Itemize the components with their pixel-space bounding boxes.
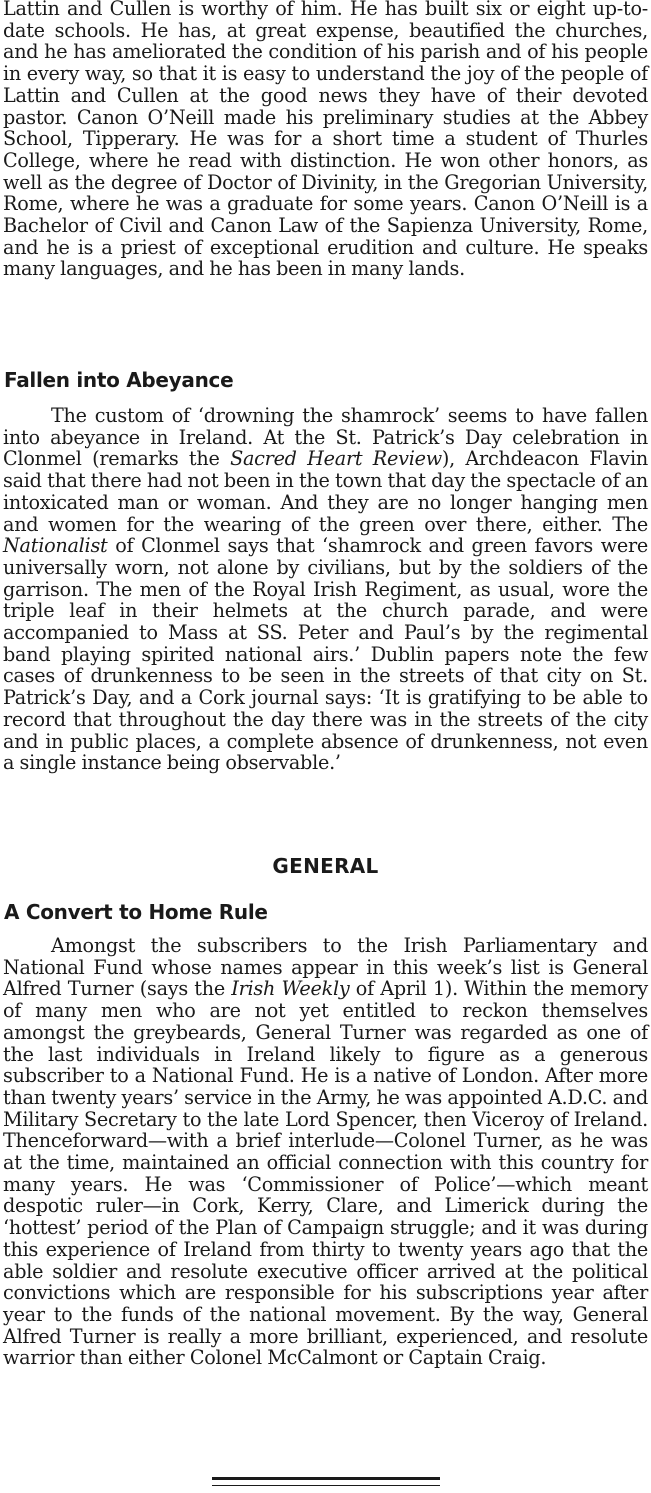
- irish-weekly-title: Irish Weekly: [231, 977, 350, 1001]
- abeyance-paragraph: The custom of ‘drowning the shamrock’ seems to have fallen into abeyance in Ireland. At the St. Patrick’s Day celebration in Clonmel (remarks the Sacred Heart Review), Archdeacon Flavin said that there had not been in the town that day the spectacle of an intoxicated man or woman. And they are no longer hanging men and women for the wearing of the green over there, either. The Nationalist of Clonmel says that ‘shamrock and green favors were universally worn, not alone by civilians, but by the soldiers of the garrison. The men of the Royal Irish Regiment, as usual, wore the triple leaf in their helmets at the church parade, and were accompanied to Mass at SS. Peter and Paul’s by the regimental band playing spirited national airs.’ Dublin papers note the few cases of drunkenness to be seen in the streets of that city on St. Patrick’s Day, and a Cork journal says: ‘It is gratifying to be able to record that throughout the day there was in the streets of the city and in public places, a complete absence of drunkenness, not even a single instance being observable.’: [3, 404, 648, 775]
- nationalist-title: Nationalist: [3, 534, 108, 558]
- intro-paragraph: Lattin and Cullen is worthy of him. He has built six or eight up-to-date schools. He has, at great expense, beautified the churches, and he has ameliorated the condition of his parish and of his people in every way, so that it is easy to understand the joy of the people of Lattin and Cullen at the good news they have of their devoted pastor. Canon O’Neill made his preliminary studies at the Abbey School, Tipperary. He was for a short time a student of Thurles College, where he read with distinction. He won other honors, as well as the degree of Doctor of Divinity, in the Gregorian University, Rome, where he was a graduate for some years. Canon O’Neill is a Bachelor of Civil and Canon Law of the Sapienza University, Rome, and he is a priest of exceptional erudition and culture. He speaks many languages, and he has been in many lands.: [3, 0, 648, 281]
- heading-convert-to-home-rule: A Convert to Home Rule: [4, 900, 268, 924]
- section-title-general: GENERAL: [272, 854, 379, 878]
- home-rule-paragraph: Amongst the subscribers to the Irish Parliamentary and National Fund whose names appear in this week’s list is General Alfred Turner (says the Irish Weekly of April 1). Within the memory of many men who are not yet entitled to reckon themselves amongst the greybeards, General Turner was regarded as one of the last individuals in Ireland likely to figure as a generous subscriber to a National Fund. He is a native of London. After more than twenty years’ service in the Army, he was appointed A.D.C. and Military Secretary to the late Lord Spencer, then Viceroy of Ireland. Thenceforward—with a brief interlude—Colonel Turner, as he was at the time, maintained an official connection with this country for many years. He was ‘Commissioner of Police’—which meant despotic ruler—in Cork, Kerry, Clare, and Limerick during the ‘hottest’ period of the Plan of Campaign struggle; and it was during this experience of Ireland from thirty to twenty years ago that the able soldier and resolute executive officer arrived at the political convictions which are responsible for his subscriptions year after year to the funds of the national movement. By the way, General Alfred Turner is really a more brilliant, experienced, and resolute warrior than either Colonel McCalmont or Captain Craig.: [3, 934, 648, 1370]
- closing-rule-thin: [212, 1485, 440, 1486]
- closing-rule: [212, 1477, 440, 1480]
- sacred-heart-review-title: Sacred Heart Review: [230, 447, 442, 471]
- heading-fallen-into-abeyance: Fallen into Abeyance: [4, 368, 234, 392]
